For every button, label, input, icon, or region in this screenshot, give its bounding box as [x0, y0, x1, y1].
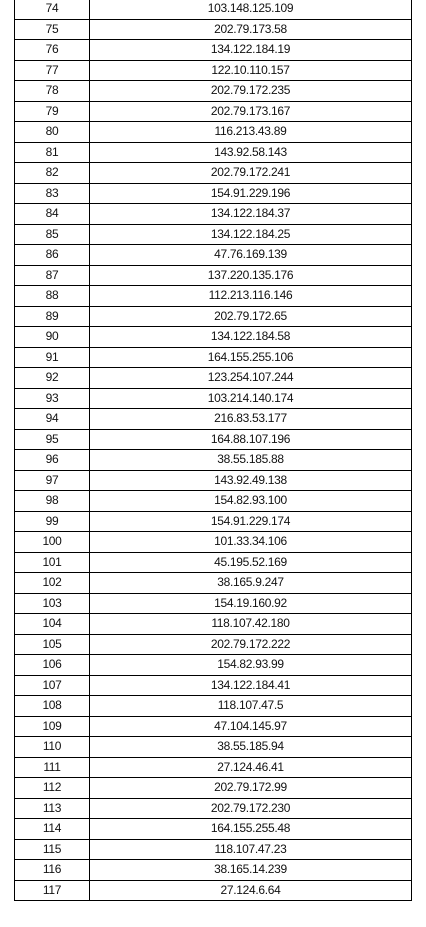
table-row: [15, 552, 412, 573]
ip-address-cell: 38.165.14.239: [90, 860, 412, 881]
row-number-cell: 76: [15, 40, 90, 61]
table-row: [15, 511, 412, 532]
table-row: [15, 142, 412, 163]
table-row: [15, 306, 412, 327]
ip-address-cell: 116.213.43.89: [90, 122, 412, 143]
row-number-cell: 85: [15, 224, 90, 245]
table-row: [15, 737, 412, 758]
table-row: [15, 0, 412, 19]
table-row: [15, 429, 412, 450]
table-row: [15, 204, 412, 225]
table-row: [15, 327, 412, 348]
ip-address-cell: 45.195.52.169: [90, 552, 412, 573]
ip-address-cell: 164.88.107.196: [90, 429, 412, 450]
row-number-cell: 99: [15, 511, 90, 532]
table-body: [15, 0, 412, 901]
table-row: [15, 532, 412, 553]
table-row: [15, 368, 412, 389]
row-number-cell: 89: [15, 306, 90, 327]
table-row: [15, 81, 412, 102]
table-row: [15, 163, 412, 184]
row-number-cell: 78: [15, 81, 90, 102]
table-row: [15, 265, 412, 286]
row-number-cell: 98: [15, 491, 90, 512]
ip-address-cell: 202.79.173.167: [90, 101, 412, 122]
table-row: [15, 245, 412, 266]
row-number-cell: 84: [15, 204, 90, 225]
ip-address-cell: 154.19.160.92: [90, 593, 412, 614]
row-number-cell: 83: [15, 183, 90, 204]
ip-address-cell: 27.124.6.64: [90, 880, 412, 901]
ip-address-cell: 202.79.172.235: [90, 81, 412, 102]
ip-address-cell: 164.155.255.106: [90, 347, 412, 368]
ip-address-table: [14, 0, 412, 901]
ip-address-cell: 47.104.145.97: [90, 716, 412, 737]
row-number-cell: 110: [15, 737, 90, 758]
ip-address-cell: 164.155.255.48: [90, 819, 412, 840]
row-number-cell: 88: [15, 286, 90, 307]
table-row: [15, 573, 412, 594]
table-row: [15, 286, 412, 307]
ip-address-cell: 137.220.135.176: [90, 265, 412, 286]
table-row: [15, 450, 412, 471]
row-number-cell: 115: [15, 839, 90, 860]
ip-address-cell: 134.122.184.19: [90, 40, 412, 61]
row-number-cell: 116: [15, 860, 90, 881]
row-number-cell: 102: [15, 573, 90, 594]
ip-address-cell: 202.79.172.222: [90, 634, 412, 655]
row-number-cell: 105: [15, 634, 90, 655]
ip-address-cell: 154.82.93.99: [90, 655, 412, 676]
table-row: [15, 819, 412, 840]
ip-address-cell: 118.107.47.23: [90, 839, 412, 860]
table-row: [15, 798, 412, 819]
row-number-cell: 94: [15, 409, 90, 430]
table-row: [15, 183, 412, 204]
row-number-cell: 95: [15, 429, 90, 450]
row-number-cell: 80: [15, 122, 90, 143]
table-row: [15, 634, 412, 655]
table-row: [15, 491, 412, 512]
ip-address-cell: 27.124.46.41: [90, 757, 412, 778]
table-row: [15, 388, 412, 409]
ip-address-cell: 154.82.93.100: [90, 491, 412, 512]
table-row: [15, 60, 412, 81]
ip-address-cell: 143.92.58.143: [90, 142, 412, 163]
table-row: [15, 347, 412, 368]
row-number-cell: 74: [15, 0, 90, 19]
ip-address-cell: 202.79.172.241: [90, 163, 412, 184]
row-number-cell: 96: [15, 450, 90, 471]
row-number-cell: 97: [15, 470, 90, 491]
row-number-cell: 109: [15, 716, 90, 737]
row-number-cell: 90: [15, 327, 90, 348]
row-number-cell: 101: [15, 552, 90, 573]
ip-address-cell: 38.165.9.247: [90, 573, 412, 594]
row-number-cell: 87: [15, 265, 90, 286]
row-number-cell: 86: [15, 245, 90, 266]
ip-address-cell: 134.122.184.37: [90, 204, 412, 225]
table-row: [15, 593, 412, 614]
row-number-cell: 108: [15, 696, 90, 717]
table-row: [15, 409, 412, 430]
row-number-cell: 93: [15, 388, 90, 409]
table-row: [15, 696, 412, 717]
table-row: [15, 19, 412, 40]
table-row: [15, 614, 412, 635]
table-row: [15, 839, 412, 860]
ip-address-cell: 123.254.107.244: [90, 368, 412, 389]
table-row: [15, 860, 412, 881]
table-row: [15, 655, 412, 676]
row-number-cell: 117: [15, 880, 90, 901]
table-row: [15, 122, 412, 143]
ip-address-cell: 103.214.140.174: [90, 388, 412, 409]
table-row: [15, 880, 412, 901]
ip-address-cell: 143.92.49.138: [90, 470, 412, 491]
table-row: [15, 224, 412, 245]
row-number-cell: 103: [15, 593, 90, 614]
row-number-cell: 100: [15, 532, 90, 553]
ip-address-cell: 103.148.125.109: [90, 0, 412, 19]
table-row: [15, 101, 412, 122]
table-row: [15, 716, 412, 737]
ip-address-cell: 134.122.184.58: [90, 327, 412, 348]
table-row: [15, 40, 412, 61]
ip-address-cell: 112.213.116.146: [90, 286, 412, 307]
ip-address-cell: 101.33.34.106: [90, 532, 412, 553]
row-number-cell: 77: [15, 60, 90, 81]
row-number-cell: 112: [15, 778, 90, 799]
row-number-cell: 75: [15, 19, 90, 40]
row-number-cell: 106: [15, 655, 90, 676]
page-bottom-margin: [0, 912, 426, 927]
ip-address-cell: 47.76.169.139: [90, 245, 412, 266]
ip-address-cell: 202.79.172.99: [90, 778, 412, 799]
row-number-cell: 91: [15, 347, 90, 368]
ip-address-cell: 134.122.184.25: [90, 224, 412, 245]
row-number-cell: 79: [15, 101, 90, 122]
ip-address-cell: 118.107.47.5: [90, 696, 412, 717]
ip-address-cell: 202.79.172.65: [90, 306, 412, 327]
row-number-cell: 82: [15, 163, 90, 184]
ip-address-cell: 154.91.229.174: [90, 511, 412, 532]
ip-address-cell: 154.91.229.196: [90, 183, 412, 204]
row-number-cell: 113: [15, 798, 90, 819]
row-number-cell: 114: [15, 819, 90, 840]
row-number-cell: 111: [15, 757, 90, 778]
table-row: [15, 778, 412, 799]
row-number-cell: 81: [15, 142, 90, 163]
ip-address-cell: 118.107.42.180: [90, 614, 412, 635]
ip-address-cell: 38.55.185.94: [90, 737, 412, 758]
ip-address-cell: 202.79.173.58: [90, 19, 412, 40]
ip-address-cell: 122.10.110.157: [90, 60, 412, 81]
ip-address-cell: 134.122.184.41: [90, 675, 412, 696]
row-number-cell: 104: [15, 614, 90, 635]
ip-address-cell: 202.79.172.230: [90, 798, 412, 819]
row-number-cell: 92: [15, 368, 90, 389]
ip-address-cell: 216.83.53.177: [90, 409, 412, 430]
table-row: [15, 675, 412, 696]
table-row: [15, 470, 412, 491]
table-row: [15, 757, 412, 778]
row-number-cell: 107: [15, 675, 90, 696]
ip-address-cell: 38.55.185.88: [90, 450, 412, 471]
